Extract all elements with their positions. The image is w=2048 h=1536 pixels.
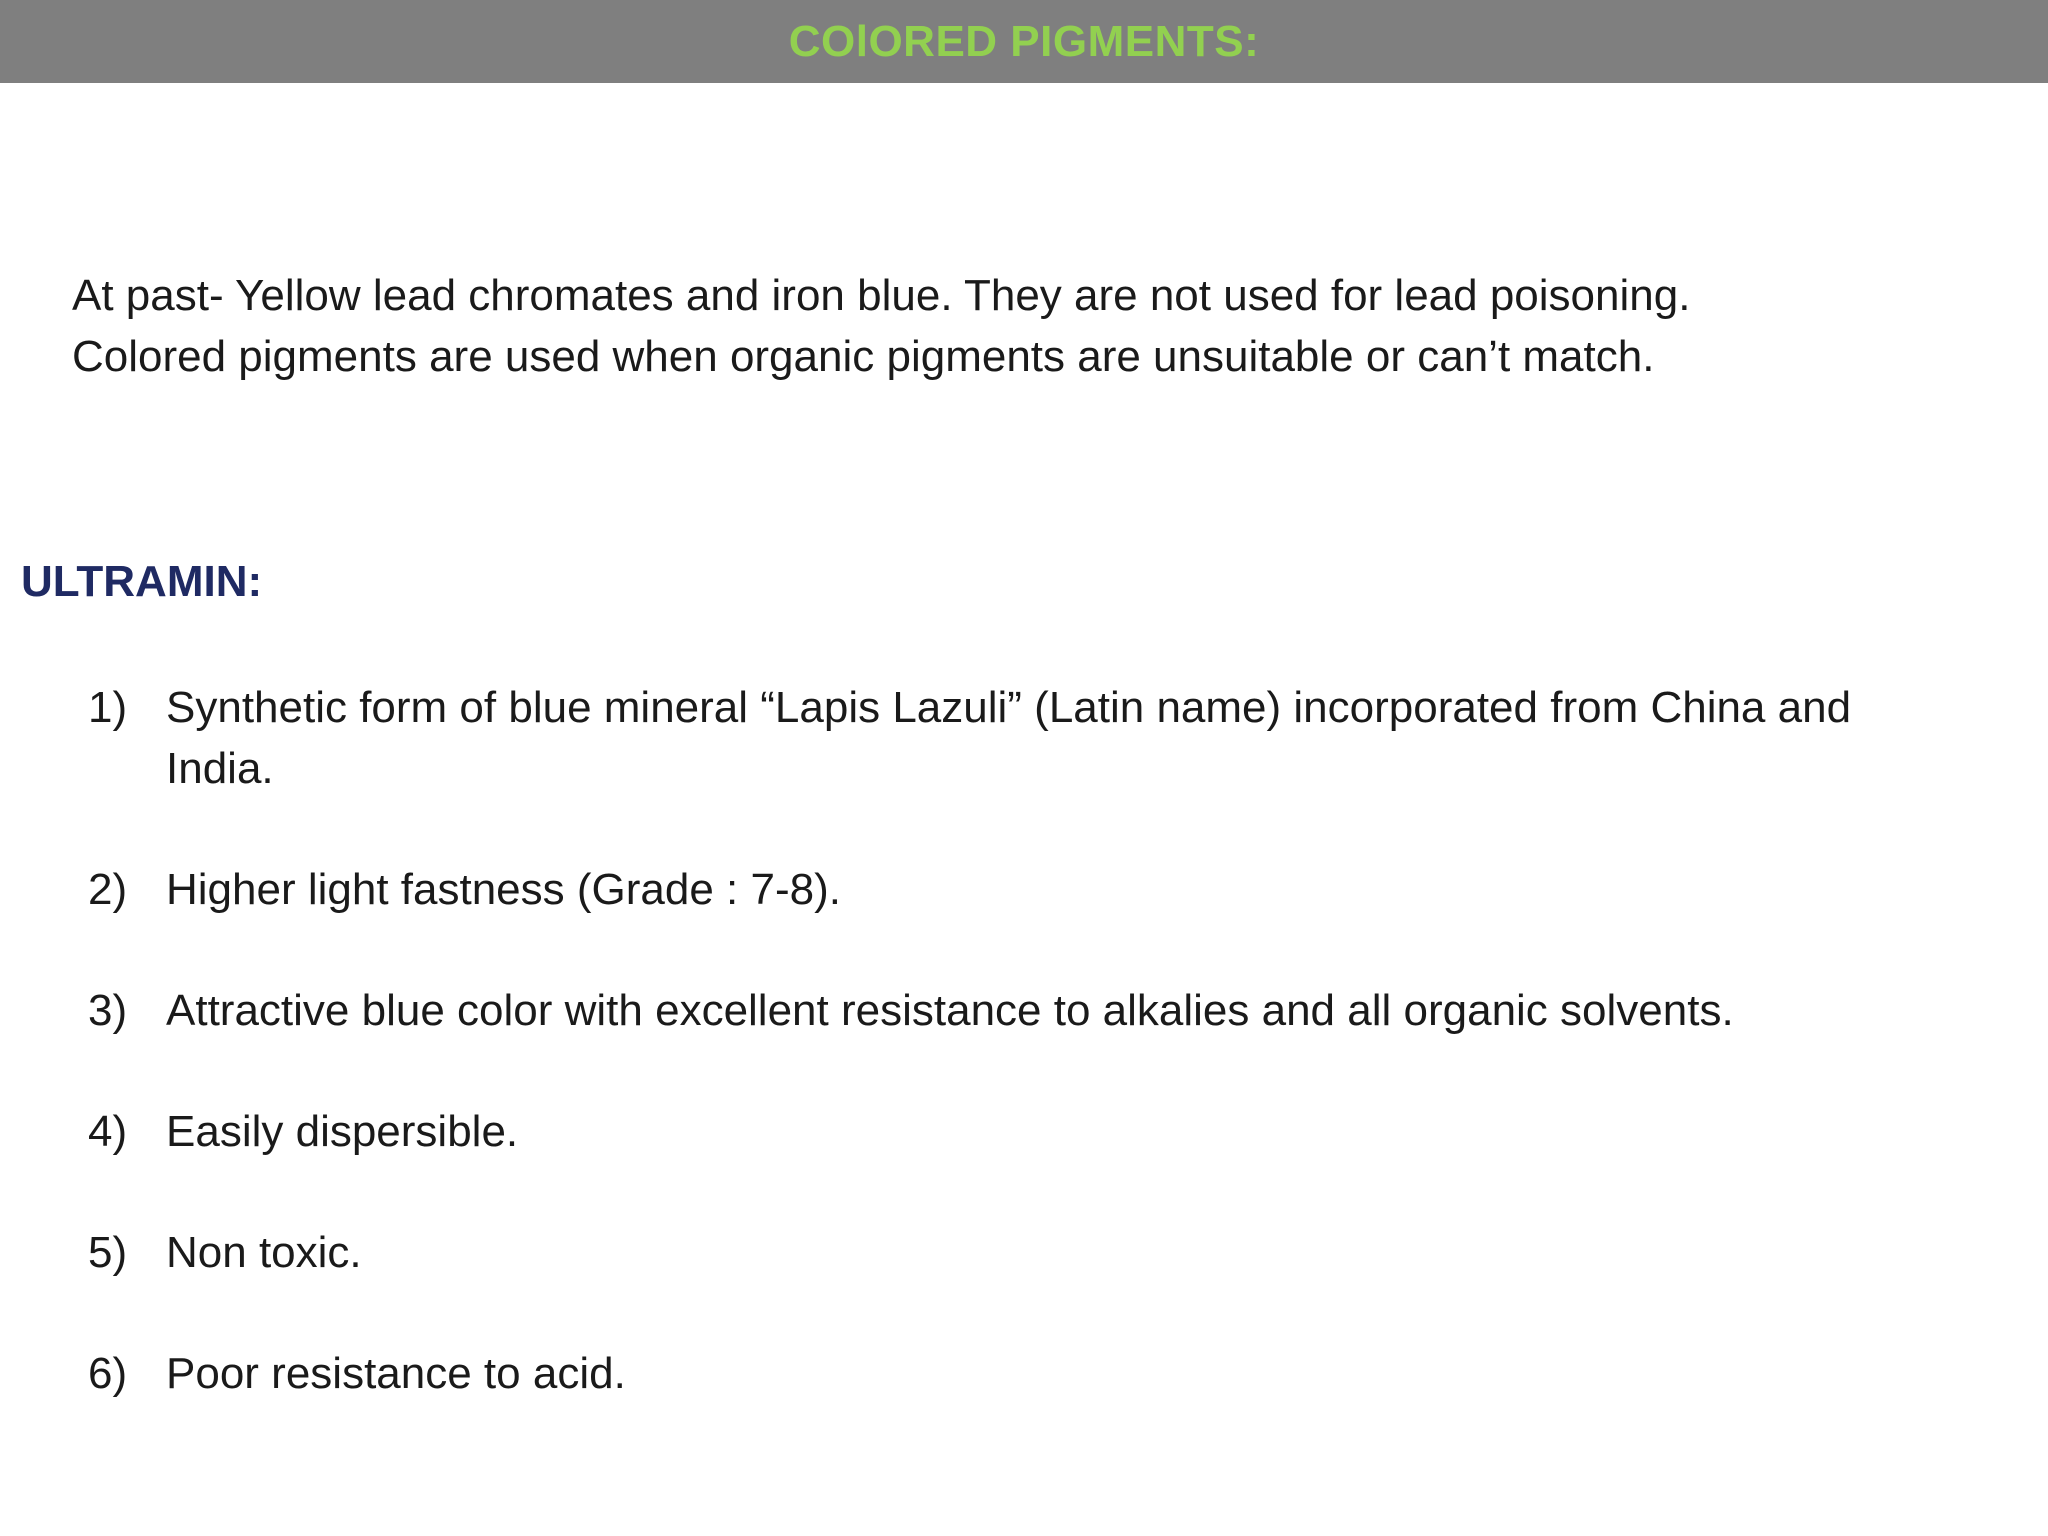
list-item-number: 4) [88, 1107, 128, 1156]
list-item [88, 677, 1948, 799]
list-item-number: 5) [88, 1228, 128, 1277]
list-item-number: 3) [88, 986, 128, 1035]
list-item-number: 6) [88, 1349, 128, 1398]
list-item [88, 1101, 1948, 1162]
list-item [88, 859, 1948, 920]
intro-line-1: At past- Yellow lead chromates and iron blue. They are not used for lead poisoning. [72, 271, 1691, 320]
list-item [88, 1222, 1948, 1283]
list-item-text: Synthetic form of blue mineral “Lapis Lazuli” (Latin name) incorporated from China and India. [166, 683, 1852, 793]
intro-line-2: Colored pigments are used when organic pigments are unsuitable or can’t match. [72, 332, 1655, 381]
points-list [88, 677, 1948, 1464]
list-item-text: Poor resistance to acid. [166, 1349, 626, 1398]
list-item-number: 2) [88, 865, 128, 914]
list-item [88, 980, 1948, 1041]
list-item-text: Easily dispersible. [166, 1107, 519, 1156]
slide-title: COlORED PIGMENTS: [788, 16, 1260, 66]
list-item-number: 1) [88, 683, 128, 732]
list-item-text: Non toxic. [166, 1228, 362, 1277]
section-heading: ULTRAMIN: [21, 557, 263, 606]
list-item-text: Attractive blue color with excellent resistance to alkalies and all organic solvents. [166, 986, 1734, 1035]
list-item [88, 1343, 1948, 1404]
list-item-text: Higher light fastness (Grade : 7-8). [166, 865, 841, 914]
title-bar [0, 0, 2048, 83]
intro-paragraph [72, 265, 1972, 387]
